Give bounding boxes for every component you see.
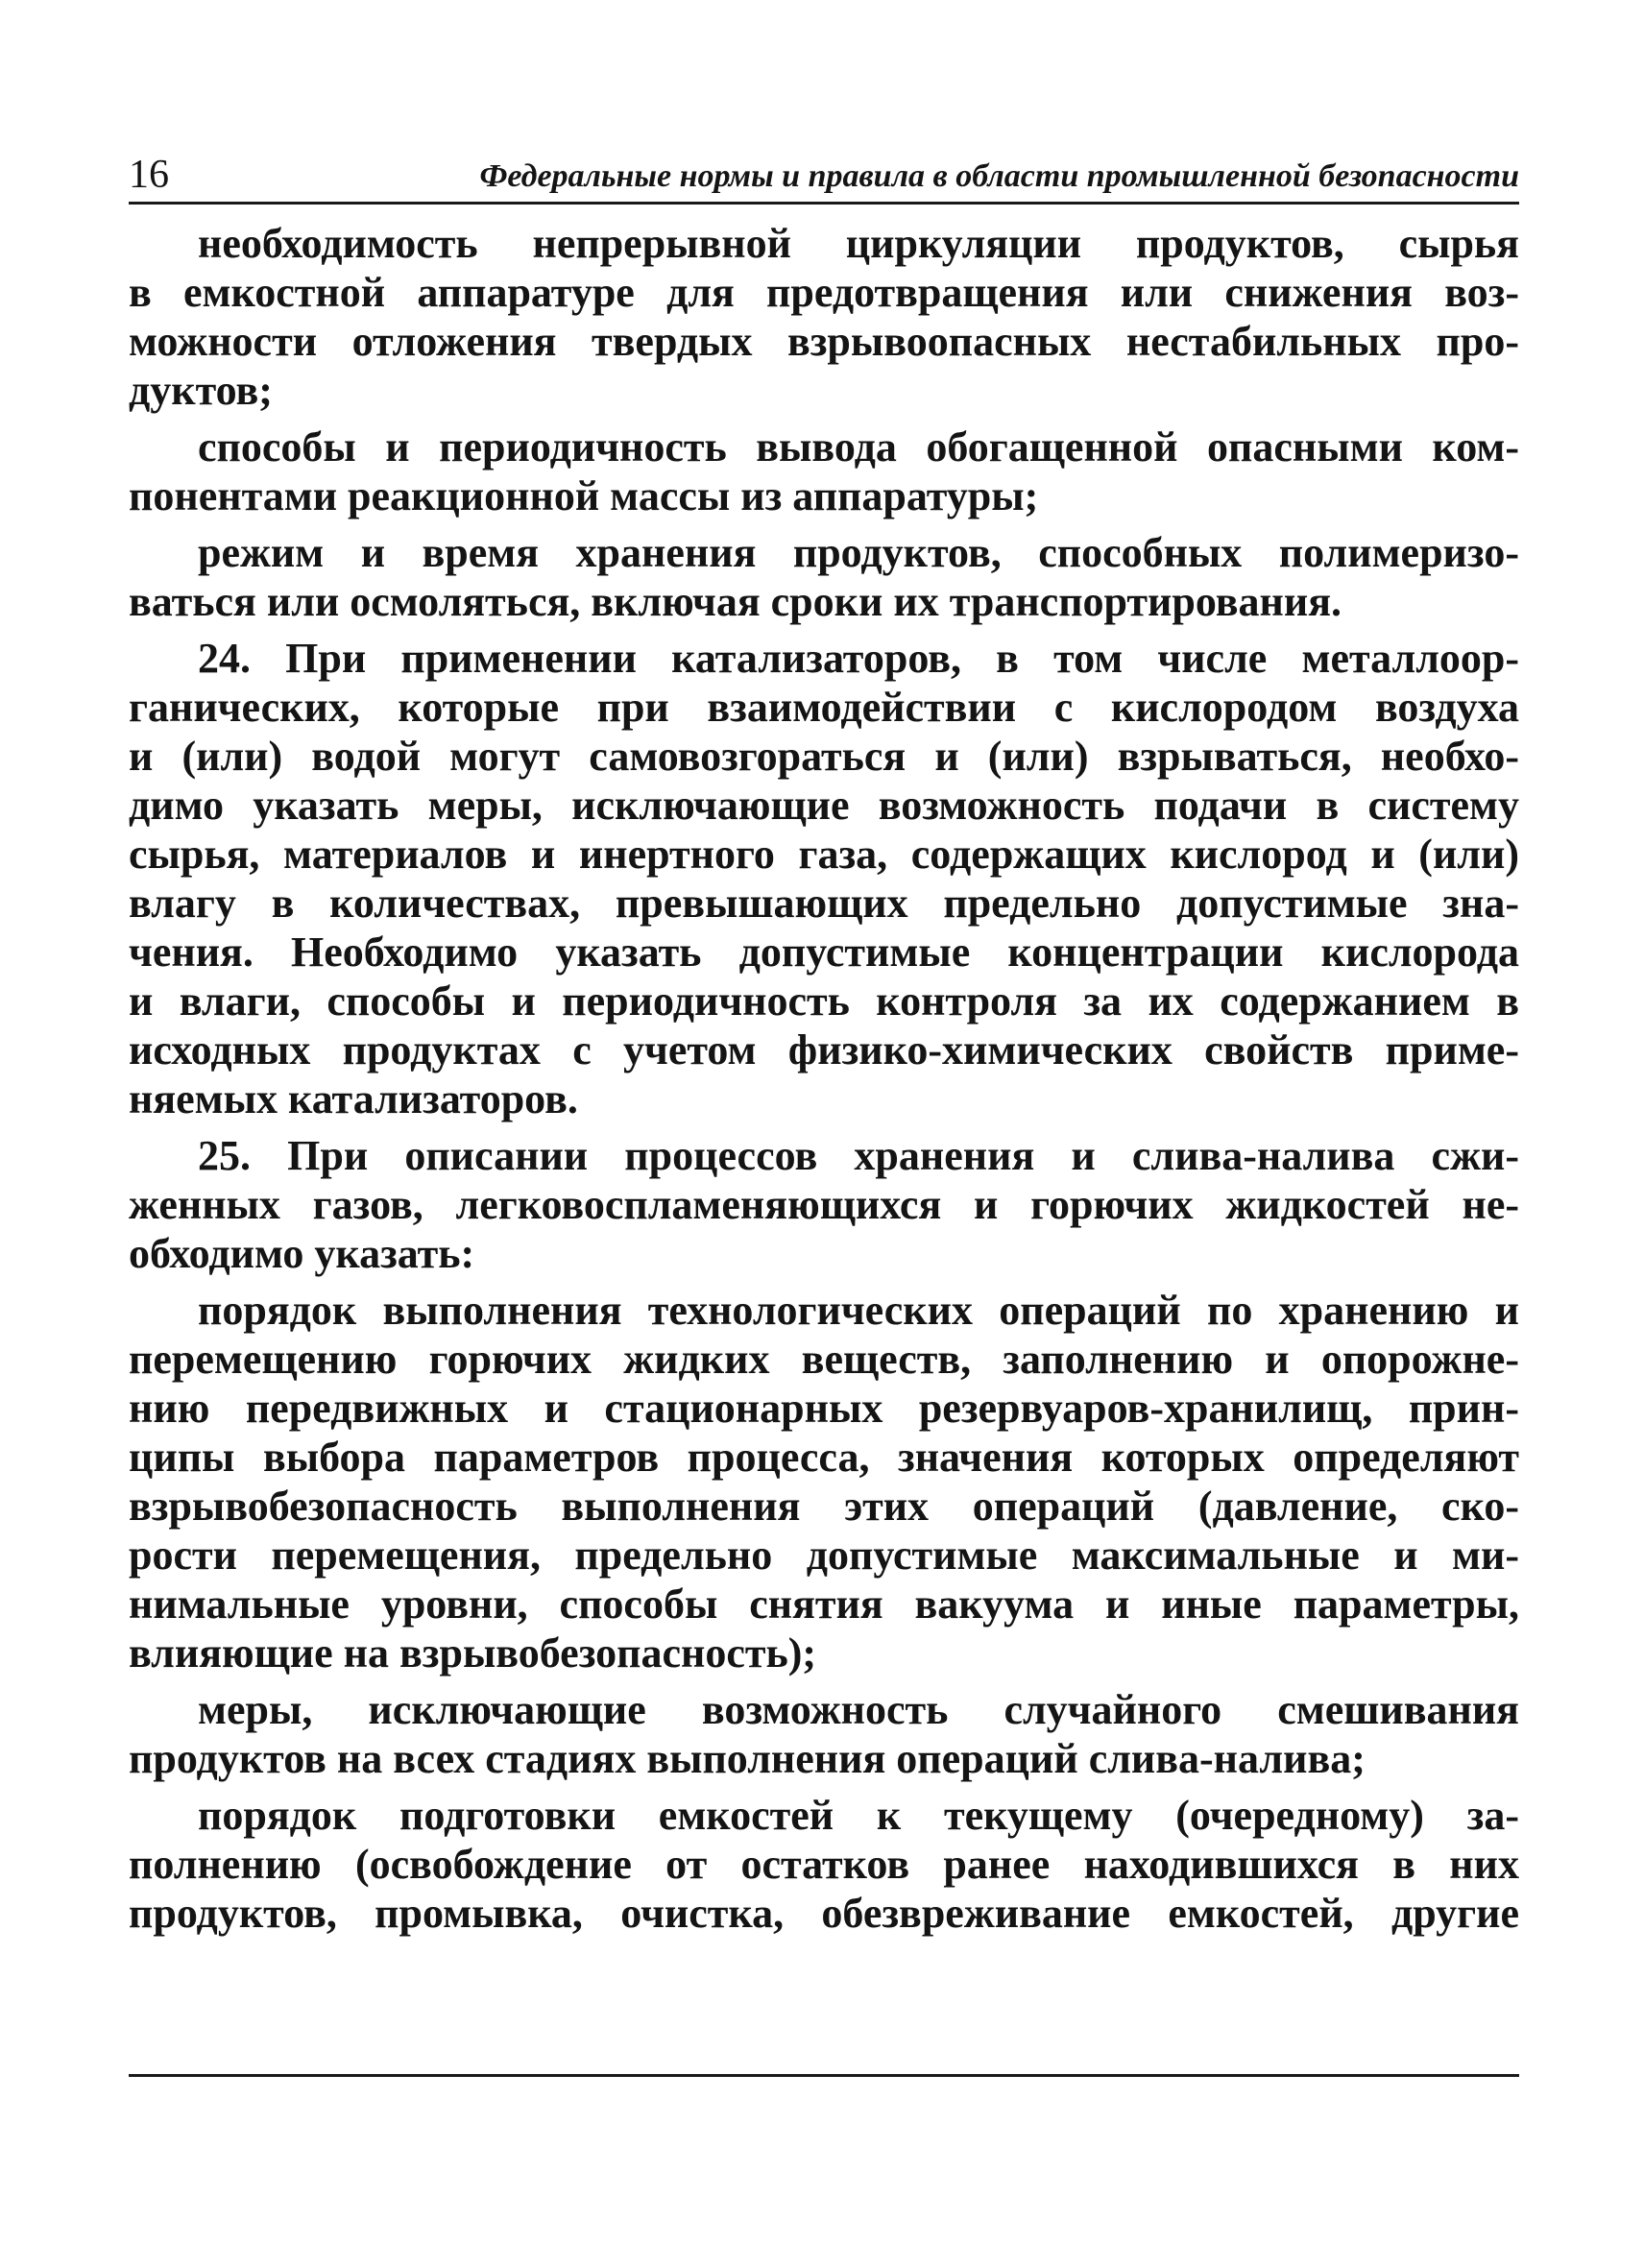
text-line: влагу в количествах, превышающих предельно допустимые зна- <box>129 880 1519 927</box>
paragraph <box>129 219 1519 415</box>
text-line: нию передвижных и стационарных резервуаров-хранилищ, прин- <box>129 1385 1519 1432</box>
text-line: и (или) водой могут самовозгораться и (или) взрываться, необхо- <box>129 733 1519 780</box>
text-line: порядок подготовки емкостей к текущему (очередному) за- <box>198 1792 1519 1839</box>
paragraph <box>129 1685 1519 1783</box>
text-line: ваться или осмоляться, включая сроки их транспортирования. <box>129 578 1342 625</box>
paragraph-gap <box>129 520 1519 528</box>
paragraph-gap <box>129 1278 1519 1286</box>
body-text <box>129 219 1519 1938</box>
text-line: порядок выполнения технологических операций по хранению и <box>198 1287 1519 1334</box>
text-line: исходных продуктах с учетом физико-химических свойств приме- <box>129 1026 1519 1074</box>
text-line: женных газов, легковоспламеняющихся и горючих жидкостей не- <box>129 1181 1519 1228</box>
text-line: понентами реакционной массы из аппаратуры; <box>129 472 1039 519</box>
text-line: ганических, которые при взаимодействии с кислородом воздуха <box>129 684 1519 731</box>
text-line: 25. При описании процессов хранения и слива-налива сжи- <box>198 1132 1519 1179</box>
text-line: можности отложения твердых взрывоопасных нестабильных про- <box>129 318 1519 365</box>
paragraph <box>129 422 1519 520</box>
text-line: влияющие на взрывобезопасность); <box>129 1629 817 1677</box>
text-line: режим и время хранения продуктов, способных полимеризо- <box>198 529 1519 576</box>
paragraph-gap <box>129 1123 1519 1131</box>
text-line: продуктов, промывка, очистка, обезвреживание емкостей, другие <box>129 1890 1519 1937</box>
text-line: необходимость непрерывной циркуляции продуктов, сырья <box>198 220 1519 267</box>
text-line: взрывобезопасность выполнения этих операций (давление, ско- <box>129 1483 1519 1530</box>
text-line: обходимо указать: <box>129 1230 475 1277</box>
paragraph <box>129 634 1519 1123</box>
text-line: ципы выбора параметров процесса, значения которых определяют <box>129 1434 1519 1481</box>
text-line: рости перемещения, предельно допустимые максимальные и ми- <box>129 1532 1519 1579</box>
text-line: сырья, материалов и инертного газа, содержащих кислород и (или) <box>129 831 1519 878</box>
text-line: димо указать меры, исключающие возможность подачи в систему <box>129 782 1519 829</box>
text-line: продуктов на всех стадиях выполнения операций слива-налива; <box>129 1735 1366 1782</box>
text-line: полнению (освобождение от остатков ранее находившихся в них <box>129 1841 1519 1888</box>
text-line: меры, исключающие возможность случайного смешивания <box>198 1686 1519 1733</box>
page-header <box>129 146 1519 205</box>
running-title: Федеральные нормы и правила в области промышленной безопасности <box>479 158 1519 194</box>
footer-rule <box>129 2074 1519 2077</box>
text-line: няемых катализаторов. <box>129 1075 578 1122</box>
text-line: и влаги, способы и периодичность контроля за их содержанием в <box>129 977 1519 1025</box>
paragraph <box>129 1791 1519 1938</box>
text-line: чения. Необходимо указать допустимые концентрации кислорода <box>129 929 1519 976</box>
text-line: дуктов; <box>129 367 273 414</box>
paragraph-gap <box>129 626 1519 634</box>
text-line: способы и периодичность вывода обогащенной опасными ком- <box>198 423 1519 470</box>
paragraph <box>129 1286 1519 1677</box>
text-line: в емкостной аппаратуре для предотвращения или снижения воз- <box>129 269 1519 316</box>
text-line: нимальные уровни, способы снятия вакуума и иные параметры, <box>129 1580 1519 1628</box>
text-line: перемещению горючих жидких веществ, заполнению и опорожне- <box>129 1336 1519 1383</box>
paragraph <box>129 1131 1519 1278</box>
text-line: 24. При применении катализаторов, в том числе металлоор- <box>198 635 1519 682</box>
page-number: 16 <box>129 153 169 197</box>
paragraph <box>129 528 1519 626</box>
paragraph-gap <box>129 1783 1519 1791</box>
paragraph-gap <box>129 415 1519 422</box>
paragraph-gap <box>129 1677 1519 1685</box>
